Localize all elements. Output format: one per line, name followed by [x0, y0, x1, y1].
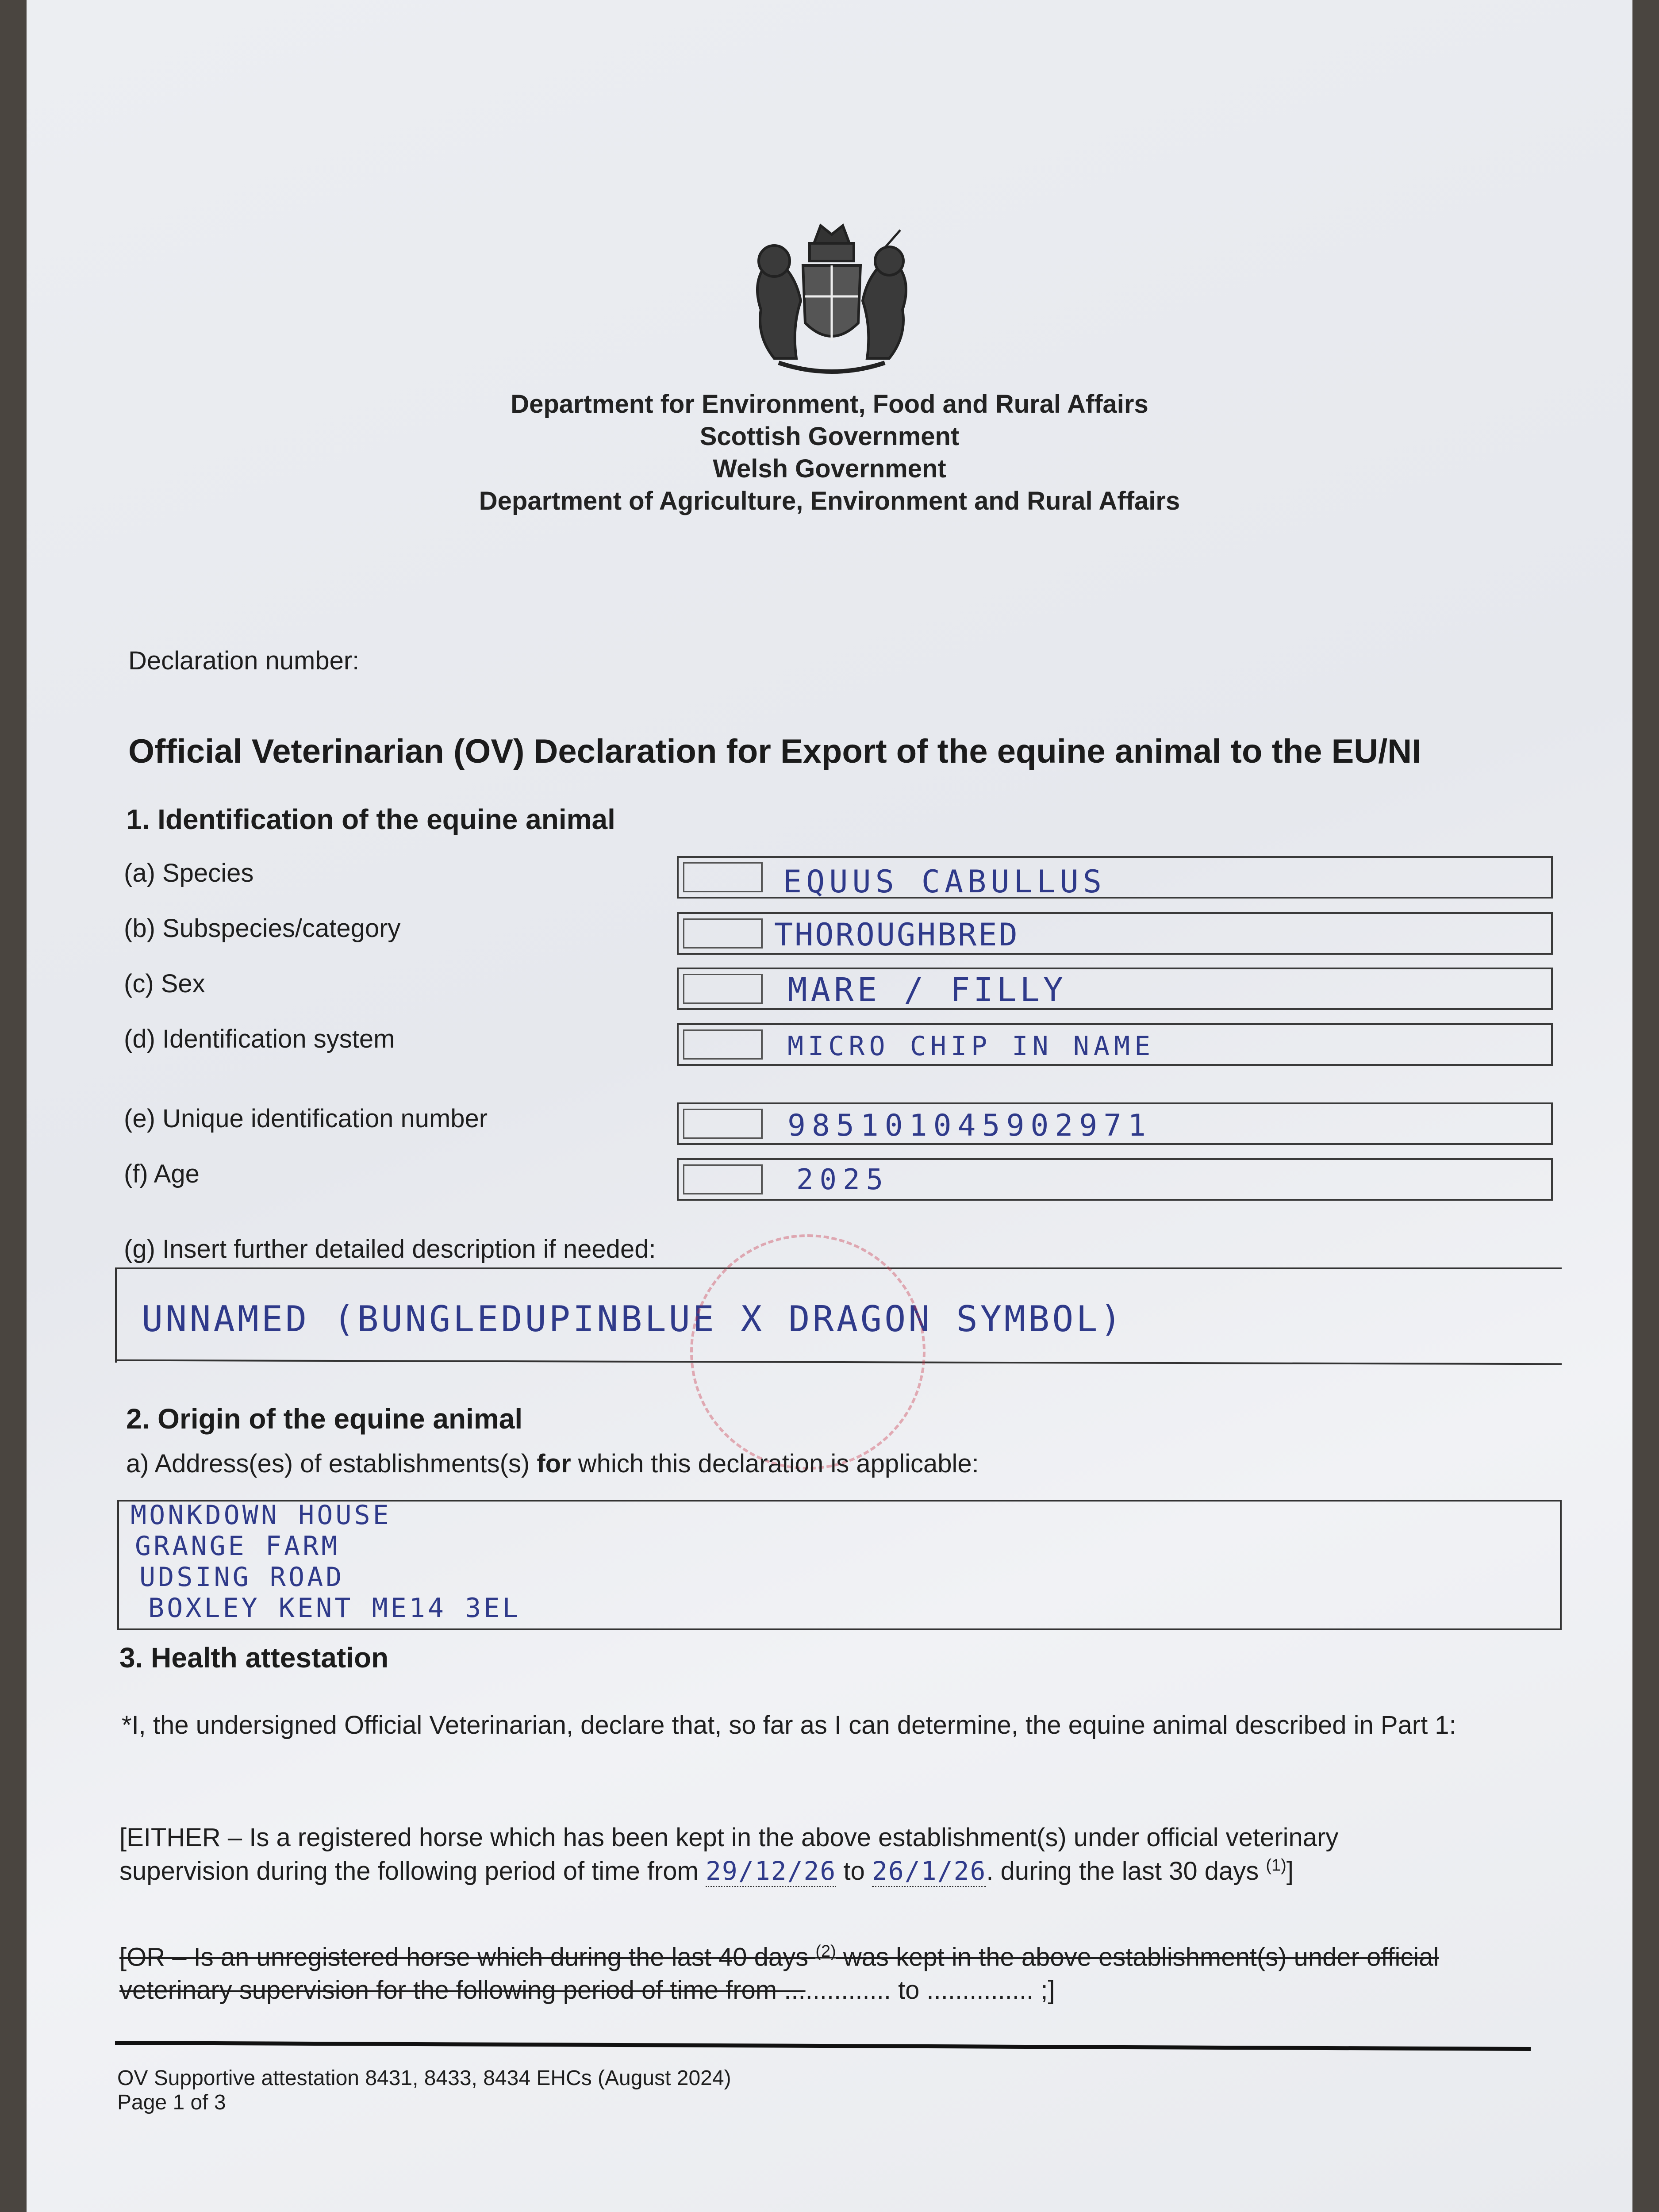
field-label-species: (a) Species [124, 859, 254, 887]
field-label-id-system: (d) Identification system [124, 1025, 395, 1053]
species-value: EQUUS CABULLUS [783, 864, 1106, 900]
description-label: (g) Insert further detailed description if needed: [124, 1235, 656, 1263]
address-label: a) Address(es) of establishments(s) for which this declaration is applicable: [126, 1449, 979, 1478]
or-line-1: [OR – Is an unregistered horse which during the last 40 days $^{(2)}$ was kept in the above establishment(s) under official [119, 1942, 1439, 1972]
field-label-subspecies: (b) Subspecies/category [124, 914, 401, 943]
age-value: 2025 [796, 1164, 890, 1196]
period-from-value: 29/12/26 [706, 1856, 836, 1887]
address-line: UDSING ROAD [139, 1562, 345, 1593]
footer-reference: OV Supportive attestation 8431, 8433, 8434 EHCs (August 2024) [117, 2066, 731, 2090]
form-page [27, 0, 1632, 2212]
or-line-2: veterinary supervision for the following period of time from ............... to ............... ;] [119, 1976, 1055, 2005]
address-line: MONKDOWN HOUSE [131, 1500, 392, 1531]
attestation-intro: *I, the undersigned Official Veterinarian, declare that, so far as I can determine, the equine animal described in Part 1: [122, 1711, 1456, 1740]
page-title: Official Veterinarian (OV) Declaration for Export of the equine animal to the EU/NI [128, 733, 1421, 770]
department-name: Department of Agriculture, Environment and Rural Affairs [479, 487, 1180, 515]
official-stamp [690, 1234, 926, 1470]
department-name: Welsh Government [713, 454, 946, 483]
page-number: Page 1 of 3 [117, 2091, 226, 2114]
footer-rule [115, 2041, 1531, 2051]
subspecies-value: THOROUGHBRED [774, 917, 1019, 953]
department-name: Department for Environment, Food and Rural Affairs [511, 390, 1148, 419]
period-to-value: 26/1/26 [872, 1856, 986, 1887]
section1-heading: 1. Identification of the equine animal [126, 803, 615, 835]
uid-value: 985101045902971 [787, 1108, 1152, 1143]
field-label-uid: (e) Unique identification number [124, 1104, 488, 1133]
section3-heading: 3. Health attestation [119, 1642, 389, 1674]
field-label-age: (f) Age [124, 1160, 200, 1188]
section2-heading: 2. Origin of the equine animal [126, 1403, 523, 1435]
royal-crest-icon [726, 212, 938, 380]
address-line: BOXLEY KENT ME14 3EL [148, 1593, 521, 1624]
either-line-1: [EITHER – Is a registered horse which has been kept in the above establishment(s) under official veterinary [119, 1823, 1339, 1852]
department-name: Scottish Government [699, 422, 960, 451]
declaration-number-label: Declaration number: [128, 646, 360, 675]
divider [115, 1267, 117, 1363]
sex-value: MARE / FILLY [787, 971, 1067, 1009]
field-label-sex: (c) Sex [124, 969, 205, 998]
id-system-value: MICRO CHIP IN NAME [787, 1031, 1155, 1062]
description-value: UNNAMED (BUNGLEDUPINBLUE X DRAGON SYMBOL) [142, 1298, 1124, 1340]
address-line: GRANGE FARM [135, 1531, 340, 1562]
either-line-2: supervision during the following period of time from 29/12/26 to 26/1/26. during the last 30 days $^{(1)}$] [119, 1856, 1294, 1886]
